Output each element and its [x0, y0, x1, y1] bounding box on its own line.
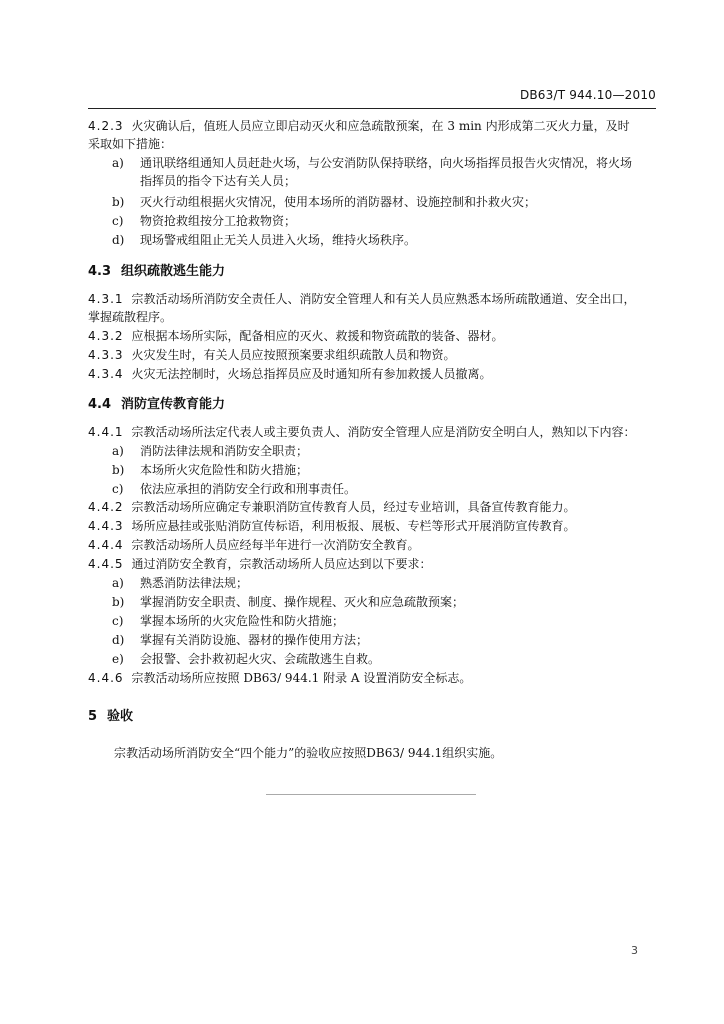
list-label: b) — [112, 195, 125, 209]
clause-number: 4.3.1 — [88, 292, 124, 306]
clause-number: 4.4.6 — [88, 671, 124, 685]
list-item-text: 会报警、会扑救初起火灾、会疏散逃生自救。 — [140, 652, 381, 666]
clause-number: 4.2.3 — [88, 119, 124, 133]
page-number: 3 — [631, 944, 638, 957]
paragraph-4-3-1-line2: 掌握疏散程序。 — [88, 310, 173, 324]
list-item-text: 掌握消防安全职责、制度、操作规程、灭火和应急疏散预案； — [140, 595, 465, 609]
paragraph-text: 火灾确认后，值班人员应立即启动灭火和应急疏散预案，在 3 min 内形成第二灭火力量，及时 — [131, 119, 630, 133]
paragraph-4-4-1 — [88, 424, 636, 441]
clause-number: 4.4.1 — [88, 425, 124, 439]
section-title: 消防宣传教育能力 — [121, 397, 226, 412]
section-heading-4-4 — [88, 396, 225, 413]
list-label: a) — [112, 444, 124, 458]
list-label: c) — [112, 614, 124, 628]
section-number: 5 — [88, 709, 98, 724]
paragraph-4-2-3-line2: 采取如下措施： — [88, 137, 173, 151]
list-label: a) — [112, 576, 124, 590]
section-title: 验收 — [107, 709, 134, 724]
clause-number: 4.4.2 — [88, 500, 124, 514]
list-label: a) — [112, 156, 124, 170]
paragraph-4-2-3-line1 — [88, 118, 630, 135]
list-item-text: 消防法律法规和消防安全职责； — [140, 444, 309, 458]
section-title: 组织疏散逃生能力 — [121, 264, 226, 279]
section-heading-4-3 — [88, 263, 225, 280]
list-item-text: 本场所火灾危险性和防火措施； — [140, 463, 309, 477]
paragraph-text: 通过消防安全教育，宗教活动场所人员应达到以下要求： — [131, 557, 432, 571]
paragraph-text: 应根据本场所实际，配备相应的灭火、救援和物资疏散的装备、器材。 — [131, 329, 504, 343]
paragraph-4-3-4 — [88, 366, 492, 383]
clause-number: 4.4.4 — [88, 538, 124, 552]
header-rule — [88, 108, 656, 109]
clause-number: 4.4.3 — [88, 519, 124, 533]
paragraph-4-4-3 — [88, 518, 576, 535]
paragraph-text: 火灾无法控制时，火场总指挥员应及时通知所有参加救援人员撤离。 — [131, 367, 492, 381]
section-5-body: 宗教活动场所消防安全“四个能力”的验收应按照DB63/ 944.1组织实施。 — [114, 746, 503, 760]
end-of-document-rule — [266, 794, 476, 795]
list-item-text: 依法应承担的消防安全行政和刑事责任。 — [140, 482, 357, 496]
section-number: 4.4 — [88, 397, 112, 412]
list-item-text: 通讯联络组通知人员赶赴火场，与公安消防队保持联络，向火场指挥员报告火灾情况，将火场 — [140, 156, 633, 170]
list-item-text: 熟悉消防法律法规； — [140, 576, 249, 590]
paragraph-text: 宗教活动场所消防安全责任人、消防安全管理人和有关人员应熟悉本场所疏散通道、安全出口， — [131, 292, 636, 306]
list-label: c) — [112, 482, 124, 496]
clause-number: 4.3.2 — [88, 329, 124, 343]
list-label: b) — [112, 463, 125, 477]
section-heading-5 — [88, 708, 133, 725]
list-label: e) — [112, 652, 124, 666]
clause-number: 4.3.4 — [88, 367, 124, 381]
list-label: d) — [112, 633, 125, 647]
paragraph-4-3-3 — [88, 347, 456, 364]
list-label: d) — [112, 233, 125, 247]
section-number: 4.3 — [88, 264, 112, 279]
list-item-text: 掌握本场所的火灾危险性和防火措施； — [140, 614, 345, 628]
paragraph-text: 宗教活动场所应按照 DB63/ 944.1 附录 A 设置消防安全标志。 — [131, 671, 472, 685]
paragraph-4-3-1-line1 — [88, 291, 636, 308]
document-code-header: DB63/T 944.10—2010 — [519, 88, 656, 102]
clause-number: 4.4.5 — [88, 557, 124, 571]
list-item-text: 掌握有关消防设施、器材的操作使用方法； — [140, 633, 369, 647]
paragraph-text: 场所应悬挂或张贴消防宣传标语，利用板报、展板、专栏等形式开展消防宣传教育。 — [131, 519, 576, 533]
paragraph-4-3-2 — [88, 328, 504, 345]
paragraph-text: 宗教活动场所人员应经每半年进行一次消防安全教育。 — [131, 538, 420, 552]
clause-number: 4.3.3 — [88, 348, 124, 362]
paragraph-text: 火灾发生时，有关人员应按照预案要求组织疏散人员和物资。 — [131, 348, 456, 362]
paragraph-4-4-4 — [88, 537, 420, 554]
paragraph-4-4-6 — [88, 670, 471, 687]
list-item-text: 物资抢救组按分工抢救物资； — [140, 214, 297, 228]
list-item-text: 灭火行动组根据火灾情况，使用本场所的消防器材、设施控制和扑救火灾； — [140, 195, 537, 209]
list-item-text-cont: 指挥员的指令下达有关人员； — [140, 174, 297, 188]
list-label: b) — [112, 595, 125, 609]
paragraph-text: 宗教活动场所法定代表人或主要负责人、消防安全管理人应是消防安全明白人，熟知以下内容： — [131, 425, 636, 439]
paragraph-4-4-2 — [88, 499, 576, 516]
paragraph-4-4-5 — [88, 556, 432, 573]
list-item-text: 现场警戒组阻止无关人员进入火场，维持火场秩序。 — [140, 233, 417, 247]
paragraph-text: 宗教活动场所应确定专兼职消防宣传教育人员，经过专业培训，具备宣传教育能力。 — [131, 500, 576, 514]
list-label: c) — [112, 214, 124, 228]
